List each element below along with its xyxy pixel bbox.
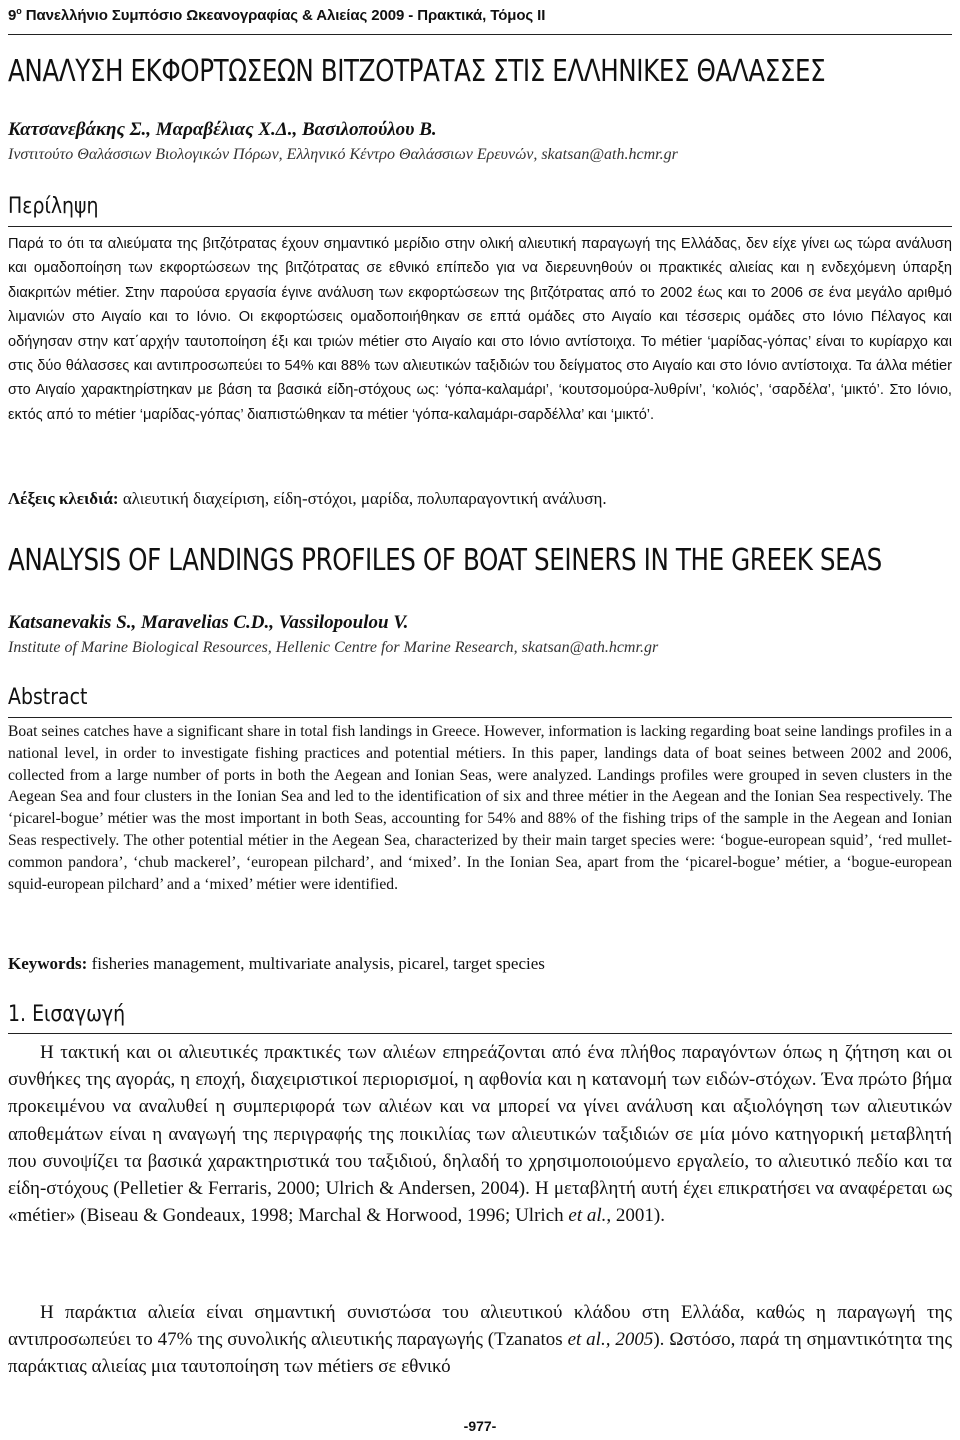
paper-page <box>8 0 952 1440</box>
greek-title: ΑΝΑΛΥΣΗ ΕΚΦΟΡΤΩΣΕΩΝ ΒΙΤΖΟΤΡΑΤΑΣ ΣΤΙΣ ΕΛΛΗΝΙΚΕΣ ΘΑΛΑΣΣΕΣ <box>8 54 826 89</box>
english-abstract-heading: Abstract <box>8 685 88 710</box>
english-keywords-label: Keywords: <box>8 954 88 973</box>
english-authors: Katsanevakis S., Maravelias C.D., Vassilopoulou V. <box>8 612 409 633</box>
introduction-heading: 1. Εισαγωγή <box>8 1002 126 1027</box>
greek-abstract-heading: Περίληψη <box>8 194 99 219</box>
greek-keywords-label: Λέξεις κλειδιά: <box>8 489 119 508</box>
greek-affiliation: Ινστιτούτο Θαλάσσιων Βιολογικών Πόρων, Ελληνικό Κέντρο Θαλάσσιων Ερευνών, skatsan@ath.hcmr.gr <box>8 146 678 163</box>
running-head-number: 9 <box>8 7 17 24</box>
introduction-paragraph-2 <box>8 1299 952 1381</box>
english-abstract-rule <box>8 717 952 718</box>
greek-abstract-rule <box>8 226 952 227</box>
intro-p1-text: Η τακτική και οι αλιευτικές πρακτικές των αλιέων επηρεάζονται από ένα πλήθος παραγόντων όπως η ζήτηση και οι συνθήκες της αγοράς, η εποχή, διαχειριστικοί περιορισμοί, η αφθονία και η κατανομή των ειδών-στόχων. Ένα πρώτο βήμα προκειμένου να αναλυθεί η συμπεριφορά των αλιέων και να μπορεί να γίνει ανάλυση και αξιολόγηση των αλιευτικών αποθεμάτων είναι η αναγωγή της περιγραφής της ποικιλίας των αλιευτικών ταξιδιών σε μία μόνο κατηγορική μεταβλητή που συνοψίζει τα βασικά χαρακτηριστικά του ταξιδιού, δηλαδή το χρησιμοποιούμενο εργαλείο, το αλιευτικό πεδίο και τα είδη-στόχους (Pelletier & Ferraris, 2000; Ulrich & Andersen, 2004). Η μεταβλητή αυτή έχει επικρατήσει να αναφέρεται ως «métier» (Biseau & Gondeaux, 1998; Marchal & Horwood, 1996; Ulrich <box>8 1042 952 1227</box>
running-head-superscript: ο <box>16 6 22 16</box>
intro-p2-text: Η παράκτια αλιεία είναι σημαντική συνιστώσα του αλιευτικού κλάδου στη Ελλάδα, καθώς η παραγωγή της αντιπροσωπεύει το 47% της συνολικής αλιευτικής παραγωγής (Tzanatos <box>8 1302 952 1351</box>
english-keywords-list: fisheries management, multivariate analysis, picarel, target species <box>87 954 545 973</box>
page-number: -977- <box>463 1418 497 1434</box>
introduction-rule <box>8 1033 952 1034</box>
intro-p2-text-end: ). Ωστόσο, παρά τη σημαντικότητα της παράκτιας αλιείας μια ταυτοποίηση των métiers σε εθνικό <box>8 1329 952 1378</box>
greek-keywords <box>8 489 607 509</box>
english-abstract-text: Boat seines catches have a significant share in total fish landings in Greece. However, information is lacking regarding boat seine landings profiles in a national level, in order to investigate fishing practices and potential métiers. In this paper, landings data of boat seines between 2002 and 2006, collected from a large number of ports in both the Aegean and Ionian Seas, were analyzed. Landings profiles were grouped in seven clusters in the Aegean Sea and four clusters in the Ionian Sea and led to the identification of six and three métier in the Aegean and the Ionian Sea respectively. The ‘picarel-bogue’ métier was the most important in both Seas, accounting for 54% and 88% of the fishing trips of the sample in the Aegean and Ionian Seas respectively. The other potential métier in the Aegean Sea, characterized by their main target species were: ‘bogue-european squid’, ‘red mullet-common pandora’, ‘chub mackerel’, ‘european pilchard’, and ‘mixed’. In the Ionian Sea, apart from the ‘picarel-bogue’ métier, a ‘bogue-european squid-european pilchard’ and a ‘mixed’ métier were identified. <box>8 723 952 893</box>
greek-authors: Κατσανεβάκης Σ., Μαραβέλιας Χ.Δ., Βασιλοπούλου Β. <box>8 119 437 140</box>
english-keywords <box>8 954 545 974</box>
running-head <box>8 6 545 24</box>
header-rule <box>8 34 952 35</box>
intro-p1-etal: et al. <box>568 1205 607 1227</box>
intro-p1-text-end: , 2001). <box>606 1205 665 1227</box>
greek-abstract-text: Παρά το ότι τα αλιεύματα της βιτζότρατας έχουν σημαντικό μερίδιο στην ολική αλιευτική παραγωγή της Ελλάδας, δεν είχε γίνει ως τώρα ανάλυση και ομαδοποίηση των εκφορτώσεων της βιτζότρατας σε εθνικό επίπεδο για να διερευνηθούν οι πρακτικές αλιείας και η ενδεχόμενη ύπαρξη διακριτών métier. Στην παρούσα εργασία έγινε ανάλυση των εκφορτώσεων της βιτζότρατας από το 2002 έως και το 2006 σε ένα μεγάλο αριθμό λιμανιών στο Αιγαίο και το Ιόνιο. Οι εκφορτώσεις ομαδοποιήθηκαν σε επτά ομάδες στο Αιγαίο και τέσσερις ομάδες στο Ιόνιο Πέλαγος και οδήγησαν στην κατ΄αρχήν ταυτοποίηση έξι και τριών métier στο Αιγαίο και στο Ιόνιο αντίστοιχα. Το métier ‘μαρίδας-γόπας’ είναι το κυρίαρχο και στις δύο θάλασσες και αντιπροσωπεύει το 54% και 88% των αλιευτικών ταξιδιών του δείγματος στο Αιγαίο και στο Ιόνιο αντίστοιχα. Τα άλλα métier στο Αιγαίο χαρακτηρίστηκαν με βάση τα βασικά είδη-στόχους ως: ‘γόπα-καλαμάρι’, ‘κουτσομούρα-λυθρίνι’, ‘κολιός’, ‘σαρδέλα’, ‘μικτό’. Στο Ιόνιο, εκτός από το métier ‘μαρίδας-γόπας’ διαπιστώθηκαν τα métier ‘γόπα-καλαμάρι-σαρδέλλα’ και ‘μικτό’. <box>8 236 952 423</box>
running-head-text: Πανελλήνιο Συμπόσιο Ωκεανογραφίας & Αλιείας 2009 - Πρακτικά, Τόμος ΙΙ <box>21 7 546 24</box>
english-affiliation: Institute of Marine Biological Resources, Hellenic Centre for Marine Research, skatsan@ath.hcmr.gr <box>8 639 659 656</box>
introduction-paragraph-1 <box>8 1039 952 1229</box>
greek-keywords-list: αλιευτική διαχείριση, είδη-στόχοι, μαρίδα, πολυπαραγοντική ανάλυση. <box>118 489 607 508</box>
english-title: ANALYSIS OF LANDINGS PROFILES OF BOAT SEINERS IN THE GREEK SEAS <box>8 543 882 578</box>
intro-p2-etal: et al., 2005 <box>567 1329 654 1351</box>
